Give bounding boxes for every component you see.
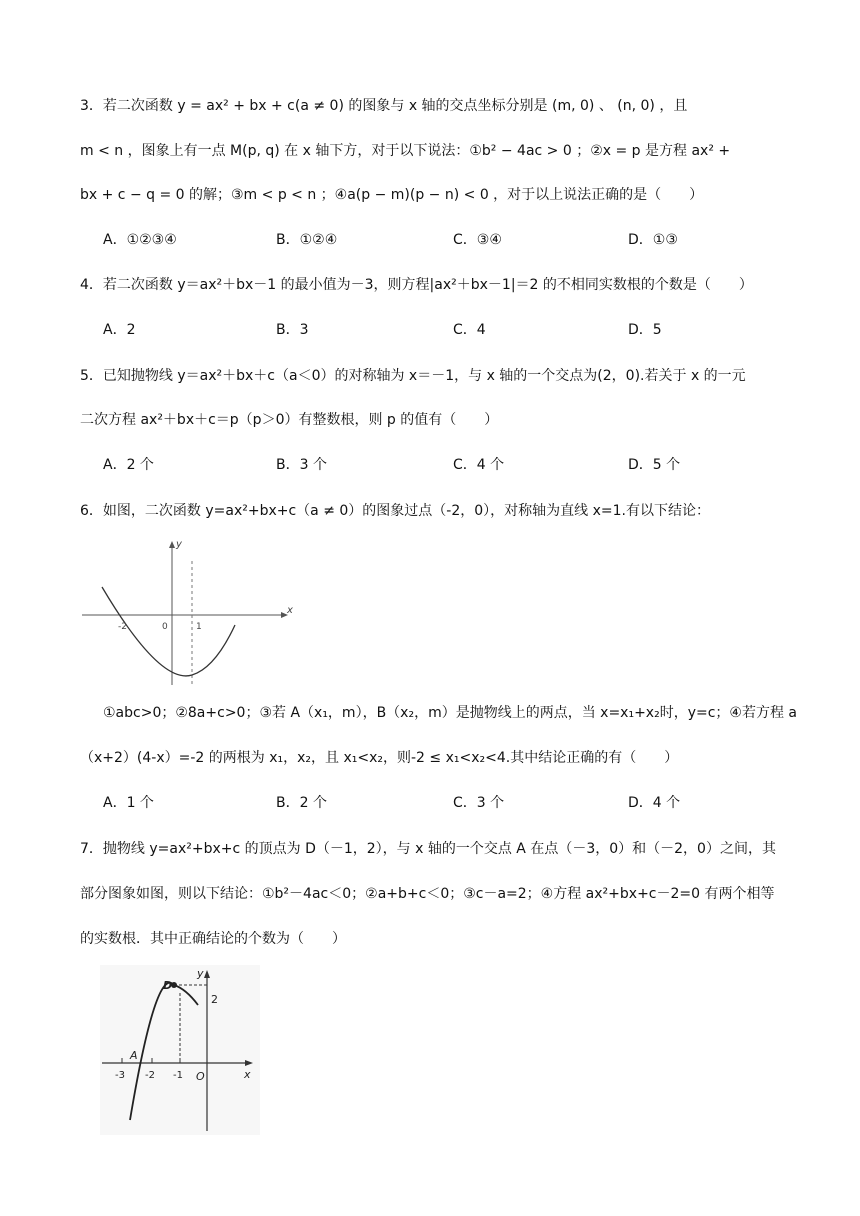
q7-tick-label-minus1: -1 xyxy=(173,1070,183,1081)
q4-option-c: C．4 xyxy=(453,322,486,338)
q7-line-1: 7．抛物线 y=ax²+bx+c 的顶点为 D（－1，2），与 x 轴的一个交点 A 在点（－3，0）和（－2，0）之间，其 xyxy=(80,841,776,857)
q6-y-arrow-icon xyxy=(169,541,175,548)
q3-option-c: C．③④ xyxy=(453,232,502,248)
q7-y-value-2: 2 xyxy=(211,993,218,1006)
q6-tick-minus2: -2 xyxy=(118,622,127,632)
q5-option-d: D．5 个 xyxy=(628,457,681,473)
q6-tick-1: 1 xyxy=(196,622,202,632)
q5-option-c: C．4 个 xyxy=(453,457,505,473)
q6-option-d: D．4 个 xyxy=(628,795,681,811)
q4-line-1: 4．若二次函数 y＝ax²＋bx－1 的最小值为－3，则方程|ax²＋bx－1|＝2 的不相同实数根的个数是（ ） xyxy=(80,277,753,293)
q6-y-label: y xyxy=(176,539,182,550)
q7-y-label: y xyxy=(197,967,204,980)
q7-x-label: x xyxy=(244,1068,251,1081)
q6-option-a: A．1 个 xyxy=(103,795,154,811)
q6-option-b: B．2 个 xyxy=(276,795,327,811)
q7-origin-label: O xyxy=(196,1070,205,1083)
q3-line-1: 3．若二次函数 y = ax² + bx + c(a ≠ 0) 的图象与 x 轴的交点坐标分别是 (m, 0) 、 (n, 0) ，且 xyxy=(80,98,688,114)
q7-tick-label-minus2: -2 xyxy=(145,1070,155,1081)
q5-line-2: 二次方程 ax²＋bx＋c＝p（p＞0）有整数根，则 p 的值有（ ） xyxy=(80,412,499,428)
q5-option-b: B．3 个 xyxy=(276,457,327,473)
q4-option-a: A．2 xyxy=(103,322,136,338)
q7-parabola-graph xyxy=(100,965,260,1135)
q6-line-1: 6．如图，二次函数 y=ax²+bx+c（a ≠ 0）的图象过点（-2，0），对称轴为直线 x=1.有以下结论： xyxy=(80,503,710,519)
q7-line-2: 部分图象如图，则以下结论：①b²－4ac＜0；②a+b+c＜0；③c－a=2；④方程 ax²+bx+c－2=0 有两个相等 xyxy=(80,886,775,902)
q4-option-b: B．3 xyxy=(276,322,309,338)
q6-line-3: （x+2）(4-x）=-2 的两根为 x₁，x₂，且 x₁<x₂，则-2 ≤ x₁<x₂<4.其中结论正确的有（ ） xyxy=(80,750,679,766)
q3-line-2: m < n ，图象上有一点 M(p, q) 在 x 轴下方，对于以下说法：①b² − 4ac > 0 ；②x = p 是方程 ax² + xyxy=(80,143,731,159)
q6-parabola-graph xyxy=(80,535,300,690)
q6-origin-label: 0 xyxy=(162,622,168,632)
q6-x-label: x xyxy=(287,605,293,616)
q7-tick-label-minus3: -3 xyxy=(115,1070,125,1081)
q6-option-c: C．3 个 xyxy=(453,795,505,811)
q5-line-1: 5．已知抛物线 y＝ax²＋bx＋c（a＜0）的对称轴为 x＝－1，与 x 轴的一个交点为(2，0).若关于 x 的一元 xyxy=(80,368,746,384)
q3-line-3: bx + c − q = 0 的解；③m < p < n ；④a(p − m)(p − n) < 0 ，对于以上说法正确的是（ ） xyxy=(80,187,704,203)
q3-option-a: A．①②③④ xyxy=(103,232,177,248)
q7-point-a-label: A xyxy=(130,1049,138,1062)
q7-line-3: 的实数根．其中正确结论的个数为（ ） xyxy=(80,931,346,947)
q7-vertex-label: D xyxy=(163,979,173,992)
q5-option-a: A．2 个 xyxy=(103,457,154,473)
q6-line-2: ①abc>0；②8a+c>0；③若 A（x₁，m），B（x₂，m）是抛物线上的两点，当 x=x₁+x₂时，y=c；④若方程 a xyxy=(103,705,797,721)
q3-option-d: D．①③ xyxy=(628,232,678,248)
q3-option-b: B．①②④ xyxy=(276,232,338,248)
q4-option-d: D．5 xyxy=(628,322,662,338)
